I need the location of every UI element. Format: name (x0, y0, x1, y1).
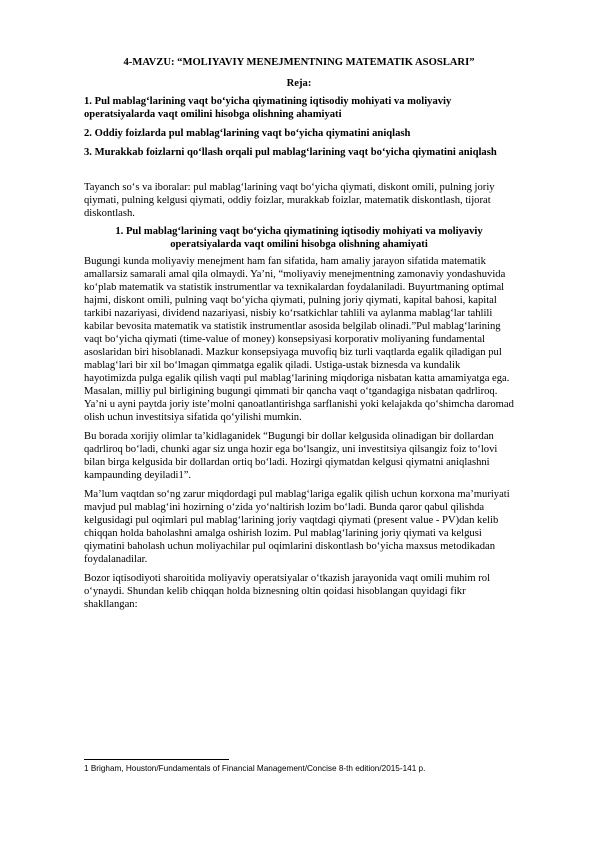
plan-item-1: 1. Pul mablag‘larining vaqt bo‘yicha qiymatining iqtisodiy mohiyati va moliyaviy operatsiyalarda vaqt omilini hisobga olishning ahamiyati (84, 96, 452, 120)
plan-heading: Reja: (286, 78, 312, 89)
body-paragraph-3: Ma’lum vaqtdan so‘ng zarur miqdordagi pul mablag‘lariga egalik qilish uchun korxona ma’muriyati mavjud pul mablag‘ini hozirning o‘zida yo‘naltirish lozim bo‘ladi. Bunda qaror qabul qilishda kelgusidagi pul oqimlari pul mablag‘larining joriy vaqtdagi qiymati (present value - PV)dan kelib chiqqan holda baholashni amalga oshirish lozim. Pul mablag‘larining joriy qiymati va kelgusi qiymatini baholash uchun moliyachilar pul oqimlarini diskontlash bo‘yicha maxsus metodikadan foydalanadilar. (84, 489, 510, 565)
page-content (84, 56, 514, 617)
plan-item-2: 2. Oddiy foizlarda pul mablag‘larining vaqt bo‘yicha qiymatini aniqlash (84, 128, 411, 139)
page-title: 4-MAVZU: “MOLIYAVIY MENEJMENTNING MATEMATIK ASOSLARI” (123, 57, 475, 68)
body-paragraph-4: Bozor iqtisodiyoti sharoitida moliyaviy operatsiyalar o‘tkazish jarayonida vaqt omili muhim rol o‘ynaydi. Shundan kelib chiqqan holda biznesning oltin qoidasi hisoblangan quyidagi fikr shakllangan: (84, 573, 491, 610)
section-heading: 1. Pul mablag‘larining vaqt bo‘yicha qiymatining iqtisodiy mohiyati va moliyaviy operatsiyalarda vaqt omilini hisobga olishning ahamiyati (115, 226, 483, 250)
body-paragraph-1: Bugungi kunda moliyaviy menejment ham fan sifatida, ham amaliy jarayon sifatida matematik amallarsiz samarali amal qila olmaydi. Ya’ni, “moliyaviy menejmentning zamonaviy yondashuvida ko‘plab matematik va statistik instrumentlar va texnikalardan foydalaniladi. Buyurtmaning optimal hajmi, diskont omili, pulning vaqt bo‘yicha qiymati, pulning joriy qiymati, kapital bahosi, kapital tarkibi nazariyasi, dividend nazariyasi, nisbiy ko‘rsatkichlar tahlili va aylanma mablag‘lar tahlili kabilar bevosita matematik va statistik instrumentlar asosida belgilab olinadi.”Pul mablag‘larining vaqt bo‘yicha qiymati (time-value of money) konsepsiyasi korporativ moliyaning fundamental asoslaridan biri hisoblanadi. Mazkur konsepsiyaga muvofiq biz turli vaqtlarda egalik qiladigan pul mablag‘lari bir xil bo‘lmagan qimmatga egalik qiladi. Ustiga-ustak biznesda va kundalik hayotimizda pulga egalik qilish vaqti pul mablag‘larining miqdoriga nisbatan katta amamiyatga ega. Masalan, milliy pul birligining bugungi qimmati bir qancha vaqt o‘tgandagiga nisbatan qadrliroq. Ya’ni u ayni paytda joriy iste’molni qanoatlantirishga sarflanishi yoki kelajakda qo‘shimcha daromad olish uchun investitsiya sifatida qo‘yilishi mumkin. (84, 256, 514, 423)
body-paragraph-2: Bu borada xorijiy olimlar ta’kidlaganidek “Bugungi bir dollar kelgusida olinadigan bir dollardan qadrliroq bo‘ladi, chunki agar siz unga hozir ega bo‘lsangiz, uni investitsiya qilsangiz foiz to‘lovi bilan birga kelgusida bir dollardan ortiq bo‘ladi. Hozirgi qiymatdan kelgusi qiymatni aniqlashni kampaunding deyiladi1”. (84, 431, 498, 481)
footnote-divider (84, 759, 229, 760)
keywords-paragraph: Tayanch so‘s va iboralar: pul mablag‘larining vaqt bo‘yicha qiymati, diskont omili, pulning joriy qiymati, pulning kelgusi qiymati, oddiy foizlar, murakkab foizlar, matematik diskontlash, tijorat diskontlash. (84, 182, 495, 219)
footnote: 1 Brigham, Houston/Fundamentals of Financial Management/Concise 8-th edition/2015-141 p. (84, 764, 426, 773)
plan-item-3: 3. Murakkab foizlarni qo‘llash orqali pul mablag‘larining vaqt bo‘yicha qiymatini aniqlash (84, 147, 497, 158)
